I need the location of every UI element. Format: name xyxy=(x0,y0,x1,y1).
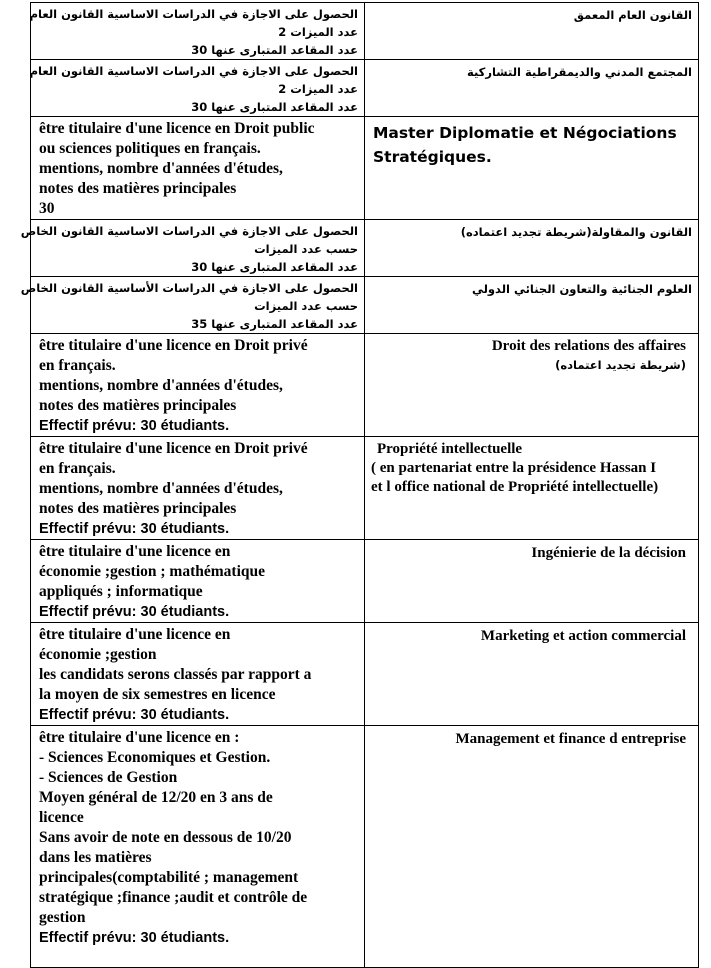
admission-line: عدد المقاعد المتبارى عنها 30 xyxy=(191,260,358,274)
admission-line: en français. xyxy=(39,357,116,374)
admission-line: être titulaire d'une licence en Droit privé xyxy=(39,337,308,354)
admission-line: الحصول على الاجازة في الدراسات الاساسية القانون الخاص xyxy=(20,224,358,238)
table-row xyxy=(31,117,699,220)
admission-line: mentions, nombre d'années d'études, xyxy=(39,160,283,177)
admission-line: appliqués ; informatique xyxy=(39,583,203,600)
program-note: (شريطة تجديد اعتماده) xyxy=(555,358,686,372)
admission-line: mentions, nombre d'années d'études, xyxy=(39,377,283,394)
admission-line: être titulaire d'une licence en Droit public xyxy=(39,120,315,137)
admission-line: عدد المقاعد المتبارى عنها 30 xyxy=(191,43,358,57)
admission-line: être titulaire d'une licence en : xyxy=(39,729,240,746)
admission-line: Sans avoir de note en dessous de 10/20 xyxy=(39,829,292,846)
table-row xyxy=(31,277,699,334)
program-title: العلوم الجنائية والتعاون الجنائي الدولي xyxy=(471,282,692,296)
effectif-line: Effectif prévu: 30 étudiants. xyxy=(39,930,230,946)
table-row xyxy=(31,623,699,726)
admission-line: être titulaire d'une licence en xyxy=(39,543,231,560)
program-cell xyxy=(365,623,699,726)
admission-cell xyxy=(31,60,365,117)
admission-line: عدد الميزات 2 xyxy=(278,25,358,39)
admission-line: notes des matières principales xyxy=(39,500,237,517)
program-title: Marketing et action commercial xyxy=(480,628,686,644)
master-programs-table xyxy=(20,2,699,968)
program-cell xyxy=(365,334,699,437)
admission-line: Moyen général de 12/20 en 3 ans de xyxy=(39,789,273,806)
program-title: Droit des relations des affaires xyxy=(491,338,686,354)
program-cell xyxy=(365,60,699,117)
effectif-line: Effectif prévu: 30 étudiants. xyxy=(39,418,230,434)
table-row xyxy=(31,220,699,277)
program-cell xyxy=(365,437,699,540)
program-title: Management et finance d entreprise xyxy=(455,731,686,747)
admission-cell xyxy=(31,117,365,220)
effectif-line: Effectif prévu: 30 étudiants. xyxy=(39,707,230,723)
admission-line: stratégique ;finance ;audit et contrôle de xyxy=(39,889,308,906)
admission-line: dans les matières xyxy=(39,849,152,866)
admission-line: الحصول على الاجازة في الدراسات الاساسية القانون العام xyxy=(29,64,358,78)
program-title: Stratégiques. xyxy=(373,148,492,166)
admission-cell xyxy=(31,623,365,726)
admission-line: licence xyxy=(39,809,84,826)
admission-cell xyxy=(20,277,365,334)
effectif-line: Effectif prévu: 30 étudiants. xyxy=(39,604,230,620)
program-note: ( en partenariat entre la présidence Hassan I xyxy=(371,460,657,476)
admission-cell xyxy=(31,437,365,540)
program-title: المجتمع المدني والديمقراطية التشاركية xyxy=(467,65,692,79)
program-cell xyxy=(365,3,699,60)
program-title: Master Diplomatie et Négociations xyxy=(373,124,677,142)
admission-line: عدد المقاعد المتبارى عنها 35 xyxy=(191,317,358,331)
admission-line: - Sciences de Gestion xyxy=(39,769,178,786)
program-cell xyxy=(365,540,699,623)
admission-line: - Sciences Economiques et Gestion. xyxy=(39,749,271,766)
admission-line: principales(comptabilité ; management xyxy=(39,869,299,886)
admission-line: الحصول على الاجازة في الدراسات الاساسية القانون العام xyxy=(29,7,358,21)
admission-line: الحصول على الاجازة في الدراسات الأساسية القانون الخاص xyxy=(20,281,358,295)
table-row xyxy=(31,540,699,623)
table-row xyxy=(31,60,699,117)
admission-line: les candidats serons classés par rapport a xyxy=(39,666,312,683)
admission-line: économie ;gestion xyxy=(39,646,157,663)
admission-line: être titulaire d'une licence en xyxy=(39,626,231,643)
admission-cell xyxy=(31,334,365,437)
program-title: القانون والمقاولة(شريطة تجديد اعتماده) xyxy=(460,225,692,239)
program-title: Propriété intellectuelle xyxy=(377,441,523,457)
program-cell xyxy=(365,726,699,968)
admission-cell xyxy=(20,220,365,277)
effectif-line: Effectif prévu: 30 étudiants. xyxy=(39,521,230,537)
admission-line: عدد الميزات 2 xyxy=(278,82,358,96)
table-row xyxy=(31,3,699,60)
admission-line: ou sciences politiques en français. xyxy=(39,140,261,157)
table-row xyxy=(31,726,699,968)
admission-line: notes des matières principales xyxy=(39,397,237,414)
program-cell xyxy=(365,220,699,277)
table-row xyxy=(31,334,699,437)
admission-line: en français. xyxy=(39,460,116,477)
admission-line: حسب عدد الميزات xyxy=(254,242,358,256)
program-title: القانون العام المعمق xyxy=(573,8,692,22)
program-cell xyxy=(365,277,699,334)
program-title: Ingénierie de la décision xyxy=(531,545,686,561)
admission-line: mentions, nombre d'années d'études, xyxy=(39,480,283,497)
admission-cell xyxy=(31,540,365,623)
admission-line: 30 xyxy=(39,200,55,217)
admission-line: حسب عدد الميزات xyxy=(254,299,358,313)
program-cell xyxy=(365,117,699,220)
admission-cell xyxy=(31,3,365,60)
admission-line: économie ;gestion ; mathématique xyxy=(39,563,265,580)
admission-line: être titulaire d'une licence en Droit privé xyxy=(39,440,308,457)
program-note: et l office national de Propriété intellectuelle) xyxy=(371,479,659,495)
admission-line: عدد المقاعد المتبارى عنها 30 xyxy=(191,100,358,114)
admission-line: notes des matières principales xyxy=(39,180,237,197)
table-row xyxy=(31,437,699,540)
admission-cell xyxy=(31,726,365,968)
admission-line: la moyen de six semestres en licence xyxy=(39,686,276,703)
admission-line: gestion xyxy=(39,909,86,926)
